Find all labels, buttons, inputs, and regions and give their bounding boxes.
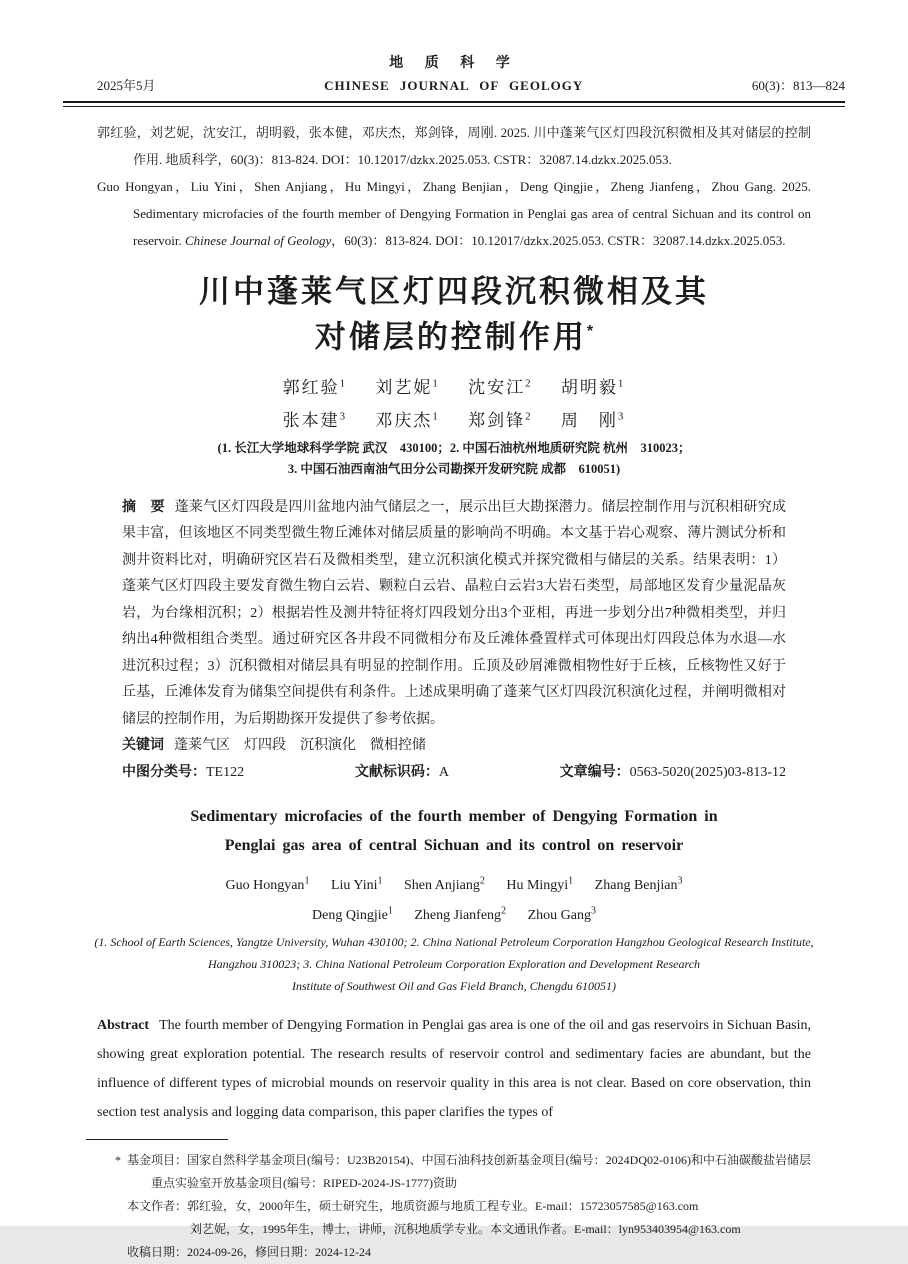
footnote-author-bio-2: 刘艺妮，女，1995年生，博士，讲师，沉积地质学专业。本文通讯作者。E-mail：lyn953403954@163.com — [190, 1222, 741, 1237]
citation-en-journal: Chinese Journal of Geology — [184, 233, 332, 248]
document-code: 文献标识码：A — [354, 764, 449, 780]
keywords-line — [122, 733, 786, 760]
author-name: 郑剑锋$^2$ — [468, 409, 533, 430]
footnote-author-bio-1: 本文作者：郭红验，女，2000年生，硕士研究生，地质资源与地质工程专业。E-mail：15723057585@163.com — [127, 1199, 699, 1214]
author-name: 周 刚$^3$ — [560, 409, 626, 430]
affiliation-en-line: Institute of Southwest Oil and Gas Field Branch, Chengdu 610051) — [292, 979, 616, 994]
author-name-en: Zhang Benjian$^3$ — [594, 875, 683, 893]
authors-en — [63, 868, 845, 929]
author-name-en: Zheng Jianfeng$^2$ — [414, 905, 507, 924]
author-name: 张本建$^3$ — [282, 409, 348, 430]
citation-en-text: Guo Hongyan，Liu Yini，Shen Anjiang，Hu Mingyi，Zhang Benjian，Deng Qingjie，Zheng Jianfeng，Zhou Gang. 2025. Sedimentary microfacies of the fourth member of Dengying Formation in Penglai gas area of central Sichuan and its control on reservoir. — [97, 179, 811, 248]
title-line-2: 对储层的控制作用* — [314, 319, 594, 355]
keywords-label: 关键词 — [122, 738, 164, 754]
authors-cn-row-2 — [63, 402, 845, 435]
abstract-cn-label: 摘 要 — [122, 499, 165, 515]
author-name: 郭红验$^1$ — [282, 377, 348, 397]
clc-number: 中图分类号：TE122 — [122, 764, 245, 780]
title-en-line-1: Sedimentary microfacies of the fourth member of Dengying Formation in — [190, 808, 718, 826]
affiliation-en-line: Hangzhou 310023; 3. China National Petroleum Corporation Exploration and Development Research — [207, 957, 701, 972]
citation-block — [97, 119, 811, 254]
citation-en-tail: ，60(3)：813-824. DOI：10.12017/dzkx.2025.053. CSTR：32087.14.dzkx.2025.053. — [331, 233, 786, 248]
authors-en-row-2 — [63, 899, 845, 930]
journal-header — [63, 52, 845, 107]
author-name: 胡明毅$^1$ — [560, 377, 626, 397]
affiliations-en — [63, 931, 845, 997]
affiliation-line: 3. 中国石油西南油气田分公司勘探开发研究院 成都 610051) — [287, 461, 621, 476]
authors-cn — [63, 369, 845, 434]
header-double-rule — [63, 101, 845, 107]
footnote-fund-text: 基金项目：国家自然科学基金项目(编号：U23B20154)、中国石油科技创新基金项目(编号：2024DQ02-0106)和中石油碳酸盐岩储层重点实验室开放基金项目(编号：RIPED-2024-JS-1777)资助 — [127, 1153, 811, 1191]
footnote-separator — [86, 1139, 228, 1140]
classification-line — [122, 760, 786, 787]
title-footnote-mark: * — [586, 323, 594, 340]
author-name-en: Hu Mingyi$^1$ — [506, 875, 574, 893]
citation-en — [97, 173, 811, 254]
author-name-en: Zhou Gang$^3$ — [527, 905, 596, 924]
footnote-dates: 收稿日期：2024-09-26，修回日期：2024-12-24 — [127, 1245, 371, 1260]
affiliation-en-line: (1. School of Earth Sciences, Yangtze University, Wuhan 430100; 2. China National Petroleum Corporation Hangzhou Geological Research Institute, — [94, 935, 814, 950]
authors-en-row-1 — [63, 868, 845, 899]
asterisk-mark: * — [115, 1153, 121, 1168]
title-en-line-2: Penglai gas area of central Sichuan and its control on reservoir — [224, 837, 684, 855]
abstract-cn-paragraph — [122, 495, 786, 734]
authors-cn-row-1 — [63, 369, 845, 402]
article-title-cn — [63, 272, 845, 357]
abstract-en — [97, 1011, 811, 1127]
affiliations-cn — [63, 438, 845, 480]
abstract-cn — [122, 495, 786, 787]
abstract-en-label: Abstract — [97, 1018, 150, 1034]
author-name-en: Liu Yini$^1$ — [330, 875, 383, 893]
article-number: 文章编号：0563-5020(2025)03-813-12 — [559, 764, 786, 780]
author-name: 沈安江$^2$ — [468, 377, 533, 397]
title-line-1: 川中蓬莱气区灯四段沉积微相及其 — [199, 274, 709, 309]
author-name-en: Shen Anjiang$^2$ — [403, 875, 485, 893]
journal-name-en: CHINESE JOURNAL OF GEOLOGY — [324, 78, 584, 93]
journal-name-cn: 地 质 科 学 — [389, 56, 519, 71]
article-title-en — [63, 802, 845, 860]
author-name: 刘艺妮$^1$ — [375, 377, 440, 397]
volume-pages: 60(3)：813—824 — [751, 78, 845, 93]
footnote-fund — [115, 1149, 811, 1195]
abstract-cn-text: 蓬莱气区灯四段是四川盆地内油气储层之一，展示出巨大勘探潜力。储层控制作用与沉积相研究成果丰富，但该地区不同类型微生物丘滩体对储层质量的影响尚不明确。本文基于岩心观察、薄片测试分析和测井资料比对，明确研究区岩石及微相类型，建立沉积演化模式并探究微相与储层的关系。结果表明：1）蓬莱气区灯四段主要发育微生物白云岩、颗粒白云岩、晶粒白云岩3大岩石类型，局部地区发育少量泥晶灰岩，为台缘相沉积；2）根据岩性及测井特征将灯四段划分出3个亚相，再进一步划分出7种微相类型，并归纳出4种微相组合类型。通过研究区各井段不同微相分布及丘滩体叠置样式可体现出灯四段总体为水退—水进沉积过程；3）沉积微相对储层具有明显的控制作用。丘顶及砂屑滩微相物性好于丘核，丘核物性又好于丘基，丘滩体发育为储集空间提供有利条件。上述成果明确了蓬莱气区灯四段沉积演化过程，并阐明微相对储层的控制作用，为后期勘探开发提供了参考依据。 — [122, 499, 787, 727]
citation-cn: 郭红验，刘艺妮，沈安江，胡明毅，张本健，邓庆杰，郑剑锋，周刚. 2025. 川中蓬莱气区灯四段沉积微相及其对储层的控制作用. 地质科学，60(3)：813-824. DOI：10.12017/dzkx.2025.053. CSTR：32087.14.dzkx.2025.053. — [97, 125, 811, 167]
author-name: 邓庆杰$^1$ — [375, 409, 440, 430]
author-name-en: Guo Hongyan$^1$ — [225, 875, 310, 893]
abstract-en-text: The fourth member of Dengying Formation in Penglai gas area is one of the oil and gas reservoirs in Sichuan Basin, showing great exploration potential. The research results of reservoir control and sedimentary facies are abundant, but the influence of different types of microbial mounds on reservoir quality in this area is not clear. Based on core observation, thin section test analysis and logging data comparison, this paper clarifies the types of — [97, 1018, 811, 1121]
issue-date: 2025年5月 — [97, 78, 156, 93]
keywords: 蓬莱气区 灯四段 沉积演化 微相控储 — [174, 738, 426, 754]
author-name-en: Deng Qingjie$^1$ — [312, 905, 393, 924]
footnote-block — [97, 1139, 811, 1264]
affiliation-line: (1. 长江大学地球科学学院 武汉 430100；2. 中国石油杭州地质研究院 杭州 310023； — [217, 440, 691, 455]
